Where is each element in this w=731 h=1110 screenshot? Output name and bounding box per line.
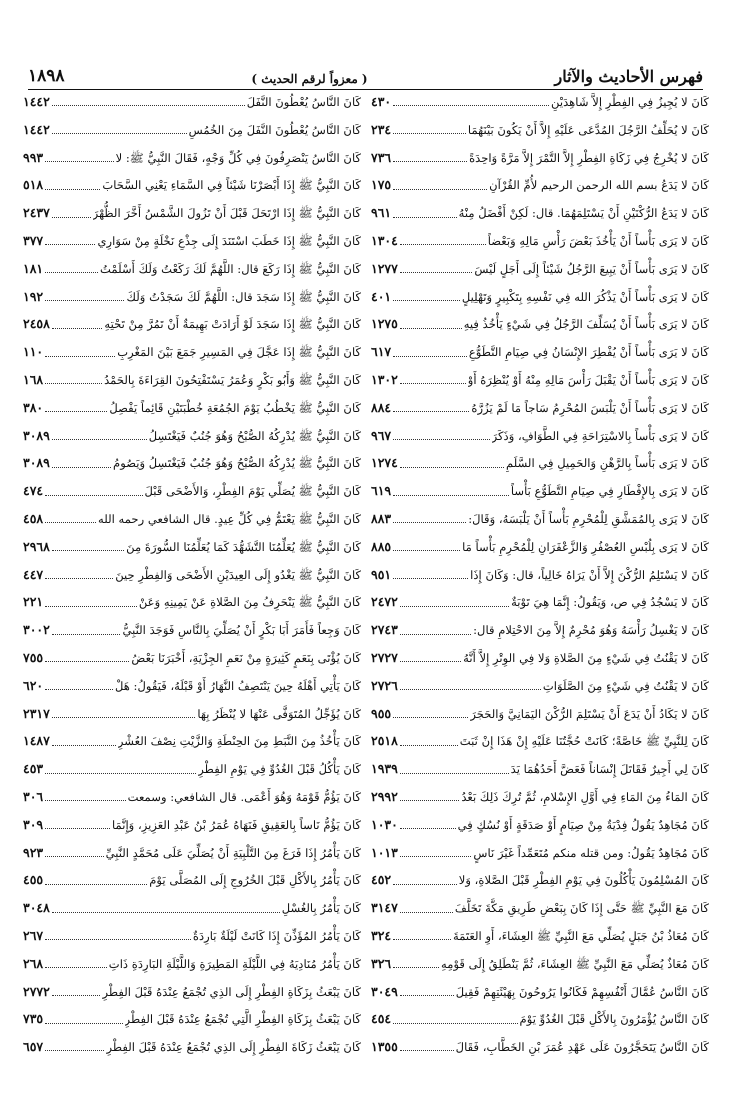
index-entry xyxy=(371,866,709,894)
entry-number: ٥١٨ xyxy=(23,177,44,193)
dot-leader xyxy=(400,661,461,662)
dot-leader xyxy=(45,578,113,579)
entry-number: ٢٧٢٧ xyxy=(371,649,398,665)
dot-leader xyxy=(393,550,460,551)
entry-number: ٢٩٩٢ xyxy=(371,788,398,804)
dot-leader xyxy=(52,550,124,551)
dot-leader xyxy=(52,133,187,134)
entry-number: ٢٤٥٨ xyxy=(23,316,50,332)
index-entry xyxy=(371,283,709,311)
dot-leader xyxy=(393,411,469,412)
index-entry xyxy=(23,533,361,561)
entry-text: كَانَ النَّاسُ عُمَّالَ أَنْفُسِهِمْ فَكَانُوا يَرُوحُونَ بِهَيْئَتِهِمْ فَقِيلَ xyxy=(455,984,709,999)
entry-number: ٨٨٥ xyxy=(371,538,392,554)
index-entry xyxy=(23,338,361,366)
dot-leader xyxy=(400,634,471,635)
dot-leader xyxy=(45,495,142,496)
entry-text: كَانَ المُسْلِمُونَ يَأْكُلُونَ فِي يَوْمِ الفِطْرِ قَبْلَ الصَّلاةِ، وَلا xyxy=(458,873,709,888)
entry-text: كَانَ لا يَسْتَلِمُ الرُّكْنَ إِلاَّ أَنْ يَرَاهُ خَالِياً، قال: وَكَانَ إِذَا xyxy=(470,567,709,582)
entry-text: كَانَ يَبْعَثُ بِزَكَاةِ الفِطْرِ الَّتِي تُجْمَعُ عِنْدَهُ قَبْلَ الفِطْرِ xyxy=(124,1012,361,1027)
entry-text: كَانَ لِلنَّبِيِّ ﷺ خَاصَّةً؛ كَانَتْ حُجَّتُنَا عَلَيْهِ إِنْ هَذَا إِنْ ثَبَتَ xyxy=(459,734,709,749)
entry-number: ٢٣١٧ xyxy=(23,705,50,721)
index-entry xyxy=(371,1033,709,1061)
entry-text: كَانَ مَعَ النَّبِيِّ ﷺ حَتَّى إِذَا كَانَ بِبَعْضِ طَرِيقِ مَكَّةَ تَخَلَّفَ xyxy=(454,901,709,916)
entry-number: ١٠١٣ xyxy=(371,844,398,860)
entry-text: كَانَ النَّبِيُّ ﷺ إِذَا خَطَبَ اسْتَنَدَ إِلَى جِذْعِ نَخْلَةٍ مِنْ سَوَارِي xyxy=(97,233,361,248)
entry-text: كَانَ لا يَرَى بِالإِفْطَارِ فِي صِيَامِ التَّطَوُّعِ بَأْساً xyxy=(510,484,709,499)
entry-text: كَانَ يَأْمُرُ بِالأَكْلِ قَبْلَ الخُرُوجِ إِلَى المُصَلَّى يَوْمَ xyxy=(149,873,361,888)
index-entry xyxy=(371,783,709,811)
entry-text: كَانَ النَّاسُ يُعْطُونَ النَّفَلَ xyxy=(246,95,361,109)
entry-number: ٧٥٥ xyxy=(23,649,44,665)
index-entry xyxy=(23,477,361,505)
dot-leader xyxy=(45,1023,122,1024)
index-entry xyxy=(23,727,361,755)
entry-text: كَانَ لا يَرَى بِالمُمَشَّقِ لِلْمُحْرِمِ بَأْساً أَنْ يَلْبَسَهُ، وَقَالَ: xyxy=(468,511,709,526)
entry-text: كَانَ لا يَسْجُدُ فِي ص، وَيَقُولُ: إِنَّمَا هِيَ تَوْبَةٌ xyxy=(511,595,709,610)
dot-leader xyxy=(45,939,191,940)
index-entry xyxy=(371,394,709,422)
entry-text: كَانَ النَّبِيُّ ﷺ يَغْدُو إِلَى العِيدَيْنِ الأَضْحَى وَالفِطْرِ حِينَ xyxy=(115,567,361,582)
entry-number: ١٩٢ xyxy=(23,288,44,304)
entry-number: ٣٠٦ xyxy=(23,788,44,804)
entry-text: كَانَ لا يَدَعُ الرُّكْنَيْنِ أَنْ يَسْتَلِمَهُمَا. قال: لَكِنْ أَفْضَلُ مِنْهُ xyxy=(458,206,709,221)
entry-number: ٢٢١ xyxy=(23,594,44,610)
index-entry xyxy=(371,727,709,755)
dot-leader xyxy=(45,856,103,857)
entry-text: كَانَ النَّبِيُّ ﷺ إِذَا سَجَدَ قال: اللَّهُمَّ لَكَ سَجَدْتُ وَلَكَ xyxy=(126,289,361,304)
index-entry xyxy=(371,144,709,172)
entry-number: ٦١٧ xyxy=(371,344,392,360)
index-entry xyxy=(23,227,361,255)
index-entry xyxy=(23,839,361,867)
entry-text: كَانَ النَّاسُ يُؤْمَرُونَ بِالأَكْلِ قَبْلَ الغُدُوِّ يَوْمَ xyxy=(519,1012,709,1027)
index-entry xyxy=(23,394,361,422)
entry-number: ٩٥١ xyxy=(371,566,392,582)
entry-text: كَانَ لا يَرَى بَأْساً أَنْ يَذْكُرَ الله فِي نَفْسِهِ بِتَكْبِيرٍ وَتَهْلِيلٍ xyxy=(461,289,709,304)
entry-text: كَانَ لا يَرَى بَأْساً بِالرَّهْنِ وَالحَمِيلِ فِي السَّلَمِ xyxy=(506,456,709,471)
entry-number: ٢٧٤٣ xyxy=(371,622,398,638)
dot-leader xyxy=(400,1050,454,1051)
index-entry xyxy=(371,227,709,255)
entry-text: كَانَ يَبْعَثُ زَكَاةَ الفِطْرِ إِلَى الذِي تُجْمَعُ عِنْدَهُ قَبْلَ الفِطْرِ xyxy=(106,1040,361,1055)
dot-leader xyxy=(393,189,487,190)
entry-number: ٣٠٨٩ xyxy=(23,427,50,443)
entry-number: ٣٧٧ xyxy=(23,232,44,248)
entry-number: ٦٢٠ xyxy=(23,677,44,693)
index-entry xyxy=(371,533,709,561)
entry-text: كَانَ يُؤْتَى بِنَعَمٍ كَثِيرَةٍ مِنْ نَعَمِ الجِزْيَةِ، أَخْبَرَنَا بَعْضُ xyxy=(131,650,361,665)
entry-text: كَانَ النَّبِيُّ ﷺ إِذَا سَجَدَ لَوْ أَرَادَتْ بَهِيمَةٌ أَنْ تَمُرَّ مِنْ تَحْتِهِ xyxy=(104,317,361,332)
entry-number: ٨٨٤ xyxy=(371,399,392,415)
entry-number: ٢٩٦٨ xyxy=(23,538,50,554)
dot-leader xyxy=(52,467,111,468)
index-entry xyxy=(23,310,361,338)
dot-leader xyxy=(400,328,462,329)
index-entry xyxy=(371,839,709,867)
entry-text: كَانَ النَّبِيُّ ﷺ يُصَلِّي يَوْمَ الفِطْرِ، وَالأَضْحَى قَبْلَ xyxy=(144,484,361,499)
dot-leader xyxy=(393,1023,517,1024)
entry-number: ٢٤٧٢ xyxy=(371,594,398,610)
dot-leader xyxy=(45,800,125,801)
dot-leader xyxy=(52,105,245,106)
entry-number: ٤٧٤ xyxy=(23,483,44,499)
entry-number: ٣٢٤ xyxy=(371,927,392,943)
dot-leader xyxy=(45,244,95,245)
dot-leader xyxy=(52,328,103,329)
index-entry xyxy=(371,978,709,1006)
dot-leader xyxy=(45,884,147,885)
entry-number: ١٠٣٠ xyxy=(371,816,398,832)
dot-leader xyxy=(45,161,113,162)
dot-leader xyxy=(52,217,91,218)
entry-text: كَانَ لا يَدَعُ بسم الله الرحمن الرحيم لأُمِّ القُرْآنِ xyxy=(489,178,709,193)
entry-number: ١٢٧٧ xyxy=(371,260,398,276)
entry-number: ٧٣٦ xyxy=(371,149,392,165)
entry-text: كَانَ النَّبِيُّ ﷺ يُعَلِّمُنَا التَّشَهُّدَ كَمَا يُعَلِّمُنَا السُّورَةَ مِنَ xyxy=(126,539,361,554)
page-header xyxy=(28,58,703,90)
index-entry xyxy=(371,672,709,700)
entry-text: كَانَ مُجَاهِدٌ يَقُولُ فِدْيَةٌ مِنْ صِيَامٍ أَوْ صَدَقَةٍ أَوْ نُسُكٍ فِي xyxy=(457,817,709,832)
entry-text: كَانَ النَّاسُ يَنْصَرِفُونَ فِي كُلِّ وَجْهٍ، فَقَالَ النَّبِيُّ ﷺ: لا xyxy=(115,150,361,165)
entry-number: ٣٠٠٢ xyxy=(23,622,50,638)
entry-number: ٢٦٧ xyxy=(23,927,44,943)
dot-leader xyxy=(45,383,102,384)
dot-leader xyxy=(45,828,110,829)
index-entry xyxy=(371,644,709,672)
page-subtitle: ( معزواً لرقم الحديث ) xyxy=(251,72,368,86)
entry-text: كَانَ يَأْخُذُ مِنَ النَّبَطِ مِنَ الحِنْطَةِ وَالزَّيْتِ نِصْفَ العُشْرِ xyxy=(117,734,361,749)
index-entry xyxy=(23,505,361,533)
index-entry xyxy=(23,1005,361,1033)
entry-text: كَانَ لا يَرَى بَأْساً أَنْ يَلْبَسَ المُحْرِمُ سَاجاً مَا لَمْ يَزُرَّهُ xyxy=(471,400,709,415)
entry-text: كَانَ لا يَرَى بَأْساً أَنْ يَبِيعَ الرَّجُلُ شَيْئاً إِلَى أَجَلٍ لَيْسَ xyxy=(474,261,709,276)
index-entry xyxy=(371,505,709,533)
index-entry xyxy=(371,700,709,728)
entry-text: كَانَ يَأْمُرُ إِذَا فَرَغَ مِنَ التَّلْبِيَةِ أَنْ يُصَلِّيَ عَلَى مُحَمَّدٍ النَّبِيِّ xyxy=(105,845,361,860)
entry-number: ٣٨٠ xyxy=(23,399,44,415)
entry-text: كَانَ مُعَاذٌ يُصَلِّي مَعَ النَّبِيِّ ﷺ العِشَاءَ، ثُمَّ يَنْطَلِقُ إِلَى قَوْمِهِ xyxy=(441,956,709,971)
entry-number: ٨٨٣ xyxy=(371,510,392,526)
index-entry xyxy=(23,755,361,783)
index-entry xyxy=(371,116,709,144)
dot-leader xyxy=(400,856,472,857)
entry-text: كَانَ لا يَغْسِلُ رَأْسَهُ وَهُوَ مُحْرِمٌ إِلاَّ مِنَ الاحْتِلامِ قال: xyxy=(473,623,709,638)
index-entry xyxy=(23,978,361,1006)
dot-leader xyxy=(45,356,115,357)
dot-leader xyxy=(393,717,468,718)
dot-leader xyxy=(45,661,129,662)
entry-number: ٢٧٢٦ xyxy=(371,677,398,693)
entry-text: كَانَ لا يَرَى بَأْساً أَنْ يُسَلِّفَ الرَّجُلُ فِي شَيْءٍ يَأْخُذُ فِيهِ xyxy=(463,317,709,332)
entry-number: ٢٧٧٢ xyxy=(23,983,50,999)
index-entry xyxy=(23,283,361,311)
entry-text: كَانَ يُؤَجِّلُ المُتَوَفَّى عَنْهَا لا يُنْظَرُ بِهَا xyxy=(197,706,361,721)
index-entry xyxy=(371,366,709,394)
right-column xyxy=(371,88,709,1061)
entry-text: كَانَ يَأْمُرُ مُنَادِيَهُ فِي اللَّيْلَةِ المَطِيرَةِ وَاللَّيْلَةِ البَارِدَةِ ذَاتِ xyxy=(108,956,361,971)
index-entry xyxy=(371,338,709,366)
entry-text: كَانَ النَّبِيُّ ﷺ إِذَا أَبْصَرْنَا شَيْئاً فِي السَّمَاءِ يَعْنِي السَّحَابَ xyxy=(102,178,361,193)
entry-number: ١٣٠٤ xyxy=(371,232,398,248)
entry-number: ١٣٠٢ xyxy=(371,371,398,387)
dot-leader xyxy=(45,272,98,273)
index-entry xyxy=(23,561,361,589)
entry-text: كَانَ يَأْمُرُ بِالغُسْلِ xyxy=(281,901,361,916)
index-entry xyxy=(23,255,361,283)
dot-leader xyxy=(45,1050,104,1051)
index-entry xyxy=(23,116,361,144)
entry-number: ١٩٣٩ xyxy=(371,761,398,777)
entry-text: كَانَ يَبْعَثُ بِزَكَاةِ الفِطْرِ إِلَى الذِي تُجْمَعُ عِنْدَهُ قَبْلَ الفِطْرِ xyxy=(102,984,361,999)
entry-number: ٤٣٠ xyxy=(371,94,392,109)
entry-number: ٢٤٣٧ xyxy=(23,205,50,221)
entry-number: ٤٥٢ xyxy=(371,872,392,888)
entry-number: ٤٥٣ xyxy=(23,761,44,777)
entry-number: ١٣٥٥ xyxy=(371,1039,398,1055)
dot-leader xyxy=(393,133,466,134)
dot-leader xyxy=(52,745,116,746)
index-entry xyxy=(23,171,361,199)
dot-leader xyxy=(52,634,121,635)
dot-leader xyxy=(45,967,107,968)
index-entry xyxy=(371,1005,709,1033)
entry-text: كَانَ لِي أَجِيرٌ فَقَاتَلَ إِنْسَاناً فَعَضَّ أَحَدُهُمَا يَدَ xyxy=(510,762,709,777)
entry-text: كَانَ النَّبِيُّ ﷺ إِذَا عَجَّلَ فِي المَسِيرِ جَمَعَ بَيْنَ المَغْرِبِ xyxy=(117,345,361,360)
index-entry xyxy=(371,88,709,116)
index-entry xyxy=(371,310,709,338)
entry-text: كَانَ يَأْكُلُ قَبْلَ الغُدُوِّ فِي يَوْمِ الفِطْرِ xyxy=(198,762,361,777)
index-entry xyxy=(371,477,709,505)
index-entry xyxy=(23,672,361,700)
entry-number: ٣٢٦ xyxy=(371,955,392,971)
entry-text: كَانَ لا يَرَى بِلُبْسِ العُصْفُرِ وَالزَّعْفَرَانِ لِلْمُحْرِمِ بَأْساً مَا xyxy=(462,539,709,554)
dot-leader xyxy=(45,689,113,690)
index-entry xyxy=(23,616,361,644)
dot-leader xyxy=(52,912,280,913)
entry-text: كَانَ النَّبِيُّ ﷺ يَعْتَمُّ فِي كُلِّ عِيدٍ. قال الشافعي رحمه الله xyxy=(98,511,361,526)
entry-text: كَانَ لا يَرَى بَأْساً أَنْ يَقْبَلَ رَأْسَ مَالِهِ مِنْهُ أَوْ يُنْظِرَهُ أَوْ xyxy=(467,372,709,387)
entry-text: كَانَ لا يَرَى بَأْساً أَنْ يَأْخُذَ بَعْضَ رَأْسِ مَالِهِ وَبَعْضاً xyxy=(487,233,709,248)
entry-text: كَانَ لا يَكَادُ أَنْ يَدَعَ أَنْ يَسْتَلِمَ الرُّكْنَ اليَمَانِيَّ وَالحَجَرَ xyxy=(470,706,709,721)
entry-number: ٤٥٨ xyxy=(23,510,44,526)
dot-leader xyxy=(45,773,196,774)
index-entry xyxy=(23,783,361,811)
entry-text: كَانَ يَأْمُرُ المُؤَذِّنَ إِذَا كَانَتْ لَيْلَةٌ بَارِدَةٌ xyxy=(192,928,361,943)
entry-text: كَانَ مُجَاهِدٌ يَقُولُ: ومن قتله منكم مُتَعَمِّداً غَيْرَ نَاسٍ xyxy=(473,845,709,860)
dot-leader xyxy=(400,244,486,245)
index-entry xyxy=(23,811,361,839)
index-entry xyxy=(371,950,709,978)
entry-text: كَانَ النَّاسُ يُعْطُونَ النَّفَلَ مِنَ الخُمُسِ xyxy=(188,122,361,137)
dot-leader xyxy=(400,995,454,996)
entry-number: ٧٣٥ xyxy=(23,1011,44,1027)
entry-number: ٣٠٤٩ xyxy=(371,983,398,999)
dot-leader xyxy=(393,522,466,523)
entry-text: كَانَ لا يَرَى بَأْساً بِالاسْتِرَاحَةِ فِي الطَّوَافِ، وَذَكَرَ xyxy=(491,428,709,443)
entry-text: كَانَ النَّبِيُّ ﷺ يَنْحَرِفُ مِنَ الصَّلاةِ عَنْ يَمِينِهِ وَعَنْ xyxy=(138,595,361,610)
entry-number: ٩٢٣ xyxy=(23,844,44,860)
dot-leader xyxy=(400,689,541,690)
dot-leader xyxy=(400,912,453,913)
entry-number: ٢٥١٨ xyxy=(371,733,398,749)
dot-leader xyxy=(400,467,504,468)
dot-leader xyxy=(393,884,457,885)
index-entry xyxy=(23,144,361,172)
left-column xyxy=(23,88,361,1061)
index-entry xyxy=(23,700,361,728)
entry-number: ١٤٤٢ xyxy=(23,121,50,137)
index-entry xyxy=(23,922,361,950)
dot-leader xyxy=(52,995,101,996)
entry-number: ١١٠ xyxy=(23,344,44,360)
entry-number: ١٦٨ xyxy=(23,371,44,387)
entry-text: كَانَ لا يَقْنُتُ فِي شَيْءٍ مِنَ الصَّلاةِ وَلا فِي الوِتْرِ إِلاَّ أَنَّهُ xyxy=(463,650,709,665)
entry-number: ٩٦١ xyxy=(371,205,392,221)
entry-text: كَانَ النَّبِيُّ ﷺ يُدْرِكُهُ الصُّبْحُ وَهُوَ جُنُبٌ فَيَغْتَسِلُ xyxy=(148,428,361,443)
dot-leader xyxy=(393,161,467,162)
entry-number: ١٧٥ xyxy=(371,177,392,193)
dot-leader xyxy=(393,439,489,440)
dot-leader xyxy=(393,217,456,218)
entry-text: كَانَ النَّبِيُّ ﷺ وَأَبُو بَكْرٍ وَعُمَرُ يَسْتَفْتِحُونَ القِرَاءَةَ بِالحَمْدُ xyxy=(104,372,361,387)
dot-leader xyxy=(52,439,147,440)
entry-text: كَانَ لا يُخْرِجُ فِي زَكَاةِ الفِطْرِ إِلاَّ التَّمْرَ إِلاَّ مَرَّةً وَاحِدَةً xyxy=(469,150,709,165)
entry-number: ٢٣٤ xyxy=(371,121,392,137)
entry-text: كَانَ لا يُجِيزُ فِي الفِطْرِ إِلاَّ شَاهِدَيْنِ xyxy=(551,95,709,109)
entry-text: كَانَ النَّبِيُّ ﷺ يُدْرِكُهُ الصُّبْحُ وَهُوَ جُنُبٌ فَيَغْتَسِلُ وَيَصُومُ xyxy=(113,456,361,471)
entry-number: ١٤٨٧ xyxy=(23,733,50,749)
entry-text: كَانَ لا يُحَلِّفُ الرَّجُلَ المُدَّعَى عَلَيْهِ إِلاَّ أَنْ يَكُونَ بَيْنَهُمَا xyxy=(467,122,709,137)
page-title: فهرس الأحاديث والآثار xyxy=(554,67,703,86)
entry-text: كَانَ وَجِعاً فَأَمَرَ أَبَا بَكْرٍ أَنْ يُصَلِّيَ بِالنَّاسِ فَوَجَدَ النَّبِيُّ xyxy=(122,623,361,638)
entry-number: ٤٥٤ xyxy=(371,1011,392,1027)
index-entry xyxy=(23,644,361,672)
dot-leader xyxy=(400,606,509,607)
dot-leader xyxy=(400,383,466,384)
index-entry xyxy=(23,866,361,894)
index-entry xyxy=(371,755,709,783)
entry-number: ١٢٧٥ xyxy=(371,316,398,332)
index-entry xyxy=(371,616,709,644)
dot-leader xyxy=(45,522,96,523)
dot-leader xyxy=(393,356,467,357)
dot-leader xyxy=(400,745,458,746)
entry-number: ٦١٩ xyxy=(371,483,392,499)
entry-number: ١٢٧٤ xyxy=(371,455,398,471)
entry-number: ٩٥٥ xyxy=(371,705,392,721)
entry-text: كَانَ المَاءُ مِنَ المَاءِ فِي أَوَّلِ الإِسْلامِ، ثُمَّ تُرِكَ ذَلِكَ بَعْدُ xyxy=(461,789,709,804)
index-entry xyxy=(23,588,361,616)
entry-text: كَانَ النَّبِيُّ ﷺ إِذَا رَكَعَ قال: اللَّهُمَّ لَكَ رَكَعْتُ وَلَكَ أَسْلَمْتُ xyxy=(100,261,361,276)
dot-leader xyxy=(52,717,196,718)
index-entry xyxy=(371,171,709,199)
entry-text: كَانَ لا يَقْنُتُ فِي شَيْءٍ مِنَ الصَّلَوَاتِ xyxy=(542,678,709,693)
entry-number: ٤٠١ xyxy=(371,288,392,304)
dot-leader xyxy=(400,800,459,801)
dot-leader xyxy=(393,495,509,496)
entry-number: ٤٥٥ xyxy=(23,872,44,888)
entry-number: ١٤٤٢ xyxy=(23,94,50,109)
index-entry xyxy=(371,561,709,589)
index-entry xyxy=(23,366,361,394)
entry-number: ٩٩٣ xyxy=(23,149,44,165)
entry-text: كَانَ لا يَرَى بَأْساً أَنْ يُفْطِرَ الإِنْسَانُ فِي صِيَامِ التَّطَوُّعِ xyxy=(468,345,709,360)
index-entry xyxy=(371,811,709,839)
entry-number: ٣٠٩ xyxy=(23,816,44,832)
entry-text: كَانَ النَّبِيُّ ﷺ إِذَا ارْتَحَلَ قَبْلَ أَنْ تَزُولَ الشَّمْسُ أَخَّرَ الظُّهْرَ xyxy=(92,206,361,221)
entry-text: كَانَ يَأْتِي أَهْلَهُ حِينَ يَنْتَصِفُ النَّهَارُ أَوْ قَبْلَهُ، فَيَقُولُ: هَلْ xyxy=(114,678,361,693)
index-entry xyxy=(371,199,709,227)
dot-leader xyxy=(45,411,107,412)
entry-text: كَانَ يَؤُمُّ نَاساً بِالعَقِيقِ فَنَهَاهُ عُمَرُ بْنُ عَبْدِ العَزِيزِ، وَإِنَّمَا xyxy=(111,817,361,832)
page-number: ١٨٩٨ xyxy=(28,66,65,86)
entry-text: كَانَ النَّاسُ يَتَحَجَّرُونَ عَلَى عَهْدِ عُمَرَ بْنِ الخَطَّابِ، فَقَالَ xyxy=(455,1040,709,1055)
entry-text: كَانَ مُعَاذُ بْنُ جَبَلٍ يُصَلِّي مَعَ النَّبِيِّ ﷺ العِشَاءَ، أَوِ العَتَمَةَ xyxy=(453,928,709,943)
entry-number: ٤٤٧ xyxy=(23,566,44,582)
index-entry xyxy=(371,255,709,283)
entry-number: ٣٠٨٩ xyxy=(23,455,50,471)
index-entry xyxy=(23,950,361,978)
index-entry xyxy=(371,894,709,922)
dot-leader xyxy=(393,939,451,940)
dot-leader xyxy=(400,828,456,829)
dot-leader xyxy=(45,300,124,301)
entry-text: كَانَ النَّبِيُّ ﷺ يَخْطُبُ يَوْمَ الجُمُعَةِ خُطْبَتَيْنِ قَائِماً يَفْصِلُ xyxy=(109,400,361,415)
dot-leader xyxy=(45,189,100,190)
dot-leader xyxy=(400,272,473,273)
dot-leader xyxy=(400,773,509,774)
index-entry xyxy=(23,88,361,116)
index-entry xyxy=(23,422,361,450)
entry-number: ٩٦٧ xyxy=(371,427,392,443)
dot-leader xyxy=(45,606,137,607)
entry-number: ٢٦٨ xyxy=(23,955,44,971)
index-entry xyxy=(23,1033,361,1061)
entry-number: ١٨١ xyxy=(23,260,44,276)
index-entry xyxy=(371,422,709,450)
index-entry xyxy=(23,199,361,227)
index-entry xyxy=(371,588,709,616)
entry-number: ٣١٤٧ xyxy=(371,900,398,916)
dot-leader xyxy=(393,300,460,301)
index-entry xyxy=(371,922,709,950)
entry-text: كَانَ يَؤُمُّ قَوْمَهُ وَهُوَ أَعْمَى. قال الشافعي: وسمعت xyxy=(127,789,361,804)
index-entry xyxy=(23,449,361,477)
index-columns xyxy=(22,88,709,1061)
dot-leader xyxy=(393,578,468,579)
entry-number: ٦٥٧ xyxy=(23,1039,44,1055)
index-entry xyxy=(371,449,709,477)
index-entry xyxy=(23,894,361,922)
entry-number: ٣٠٤٨ xyxy=(23,900,50,916)
dot-leader xyxy=(393,967,439,968)
dot-leader xyxy=(393,105,549,106)
